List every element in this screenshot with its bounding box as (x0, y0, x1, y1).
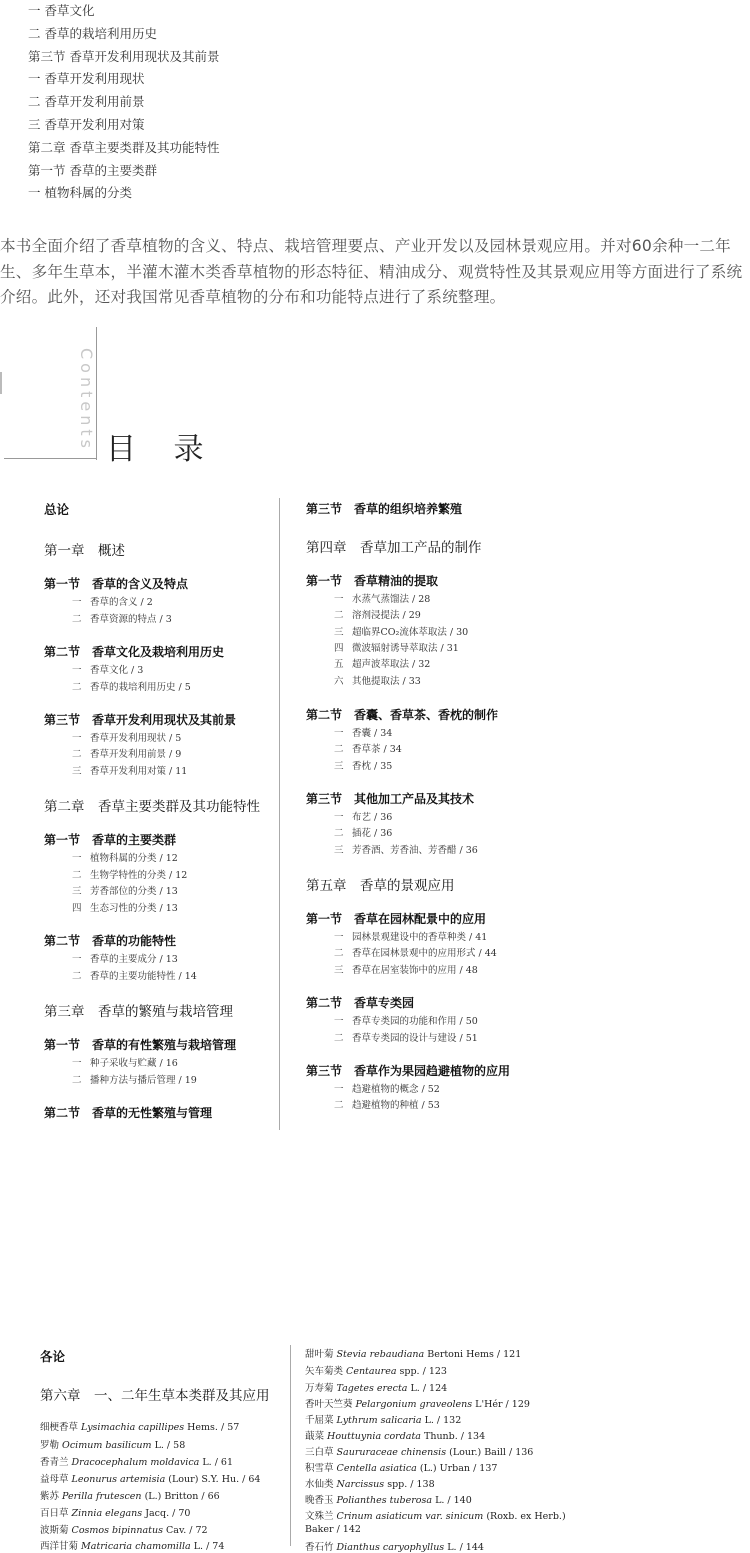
chapter-heading: 第五章 香草的景观应用 (306, 878, 455, 894)
section-heading: 第一节 香草的含义及特点 (44, 577, 189, 591)
species-entry: 波斯菊 Cosmos bipinnatus Cav. / 72 (40, 1525, 208, 1536)
toc-entry: 四 微波辐射诱导萃取法 / 31 (334, 643, 459, 654)
outline-item: 二 香草开发利用前景 (28, 94, 145, 110)
species-entry: 万寿菊 Tagetes erecta L. / 124 (305, 1383, 448, 1394)
species-entry: 积雪草 Centella asiatica (L.) Urban / 137 (305, 1463, 498, 1474)
outline-item: 第三节 香草开发利用现状及其前景 (28, 48, 220, 64)
toc-entry: 三 超临界CO₂流体萃取法 / 30 (334, 627, 469, 638)
section-heading: 第二节 香草的功能特性 (44, 934, 177, 948)
toc-entry: 一 园林景观建设中的香草种类 / 41 (334, 932, 488, 943)
section-heading: 第二节 香草专类园 (306, 996, 415, 1010)
toc-entry: 二 趋避植物的种植 / 53 (334, 1100, 440, 1111)
outline-item: 一 香草开发利用现状 (28, 71, 145, 87)
toc-entry: 二 香草茶 / 34 (334, 744, 402, 755)
species-entry: 香石竹 Dianthus caryophyllus L. / 144 (305, 1542, 484, 1553)
species-entry: 蕺菜 Houttuynia cordata Thunb. / 134 (305, 1431, 486, 1442)
species-entry: 西洋甘菊 Matricaria chamomilla L. / 74 (40, 1541, 225, 1552)
toc-entry: 一 布艺 / 36 (334, 812, 393, 823)
outline-item: 二 香草的栽培利用历史 (28, 25, 157, 41)
part-heading: 各论 (40, 1349, 66, 1364)
chapter-heading: 第三章 香草的繁殖与栽培管理 (44, 1004, 233, 1020)
toc-entry: 二 香草专类园的设计与建设 / 51 (334, 1033, 478, 1044)
toc-entry: 一 香囊 / 34 (334, 728, 393, 739)
toc-entry: 一 香草开发利用现状 / 5 (72, 733, 182, 744)
section-heading: 第三节 香草作为果园趋避植物的应用 (306, 1064, 511, 1078)
chapter-outline-list (28, 0, 219, 205)
species-entry: 罗勒 Ocimum basilicum L. / 58 (40, 1440, 186, 1451)
toc-entry: 三 香草在居室装饰中的应用 / 48 (334, 965, 478, 976)
contents-latin-label: Contents (77, 348, 96, 452)
species-entry: 香叶天竺葵 Pelargonium graveolens L'Hér / 129 (305, 1399, 530, 1410)
toc-entry: 一 香草专类园的功能和作用 / 50 (334, 1016, 478, 1027)
toc-entry: 一 水蒸气蒸馏法 / 28 (334, 594, 431, 605)
toc-entry: 一 香草的含义 / 2 (72, 597, 153, 608)
section-heading: 第三节 香草开发利用现状及其前景 (44, 713, 237, 727)
outline-item: 三 香草开发利用对策 (28, 116, 145, 132)
toc-entry: 二 香草资源的特点 / 3 (72, 614, 172, 625)
species-entry: 益母草 Leonurus artemisia (Lour) S.Y. Hu. / 64 (40, 1474, 261, 1485)
species-entry: 文殊兰 Crinum asiaticum var. sinicum (Roxb. ex Herb.) (305, 1511, 566, 1522)
section-heading: 第一节 香草的有性繁殖与栽培管理 (44, 1038, 237, 1052)
contents-title: 目 录 (106, 432, 218, 467)
chapter-heading: 第一章 概述 (44, 543, 125, 559)
toc-entry: 二 香草在园林景观中的应用形式 / 44 (334, 948, 497, 959)
toc-entry: 二 香草的栽培利用历史 / 5 (72, 682, 191, 693)
toc-entry: 三 香枕 / 35 (334, 761, 393, 772)
part-heading: 总论 (44, 502, 70, 517)
toc-entry: 一 种子采收与贮藏 / 16 (72, 1058, 178, 1069)
section-heading: 第一节 香草在园林配景中的应用 (306, 912, 487, 926)
species-entry: 水仙类 Narcissus spp. / 138 (305, 1479, 435, 1490)
toc-entry: 二 插花 / 36 (334, 828, 393, 839)
toc-entry: 二 香草的主要功能特性 / 14 (72, 971, 197, 982)
divider (4, 458, 96, 459)
toc-entry: 二 溶剂浸提法 / 29 (334, 610, 421, 621)
section-heading: 第二节 香草文化及栽培利用历史 (44, 645, 225, 659)
toc-entry: 二 香草开发利用前景 / 9 (72, 749, 182, 760)
outline-item: 第二章 香草主要类群及其功能特性 (28, 139, 220, 155)
toc-entry: 一 香草的主要成分 / 13 (72, 954, 178, 965)
book-description: 本书全面介绍了香草植物的含义、特点、栽培管理要点、产业开发以及园林景观应用。并对60余种一二年生、多年生草本，半灌木灌木类香草植物的形态特征、精油成分、观赏特性及其景观应用等方面进行了系统介绍。此外，还对我国常见香草植物的分布和功能特点进行了系统整理。 (0, 237, 743, 306)
chapter-heading: 第二章 香草主要类群及其功能特性 (44, 799, 260, 815)
species-entry: 甜叶菊 Stevia rebaudiana Bertoni Hems / 121 (305, 1349, 522, 1360)
species-entry-continuation: Baker / 142 (305, 1524, 361, 1535)
toc-entry: 四 生态习性的分类 / 13 (72, 903, 178, 914)
section-heading: 第一节 香草精油的提取 (306, 574, 439, 588)
species-entry: 晚香玉 Polianthes tuberosa L. / 140 (305, 1495, 472, 1506)
column-divider (279, 498, 280, 1130)
species-entry: 百日草 Zinnia elegans Jacq. / 70 (40, 1508, 191, 1519)
toc-entry: 二 生物学特性的分类 / 12 (72, 870, 188, 881)
toc-entry: 一 植物科属的分类 / 12 (72, 853, 178, 864)
column-divider (290, 1345, 291, 1546)
section-heading: 第二节 香草的无性繁殖与管理 (44, 1106, 213, 1120)
species-entry: 千屈菜 Lythrum salicaria L. / 132 (305, 1415, 462, 1426)
chapter-heading: 第六章 一、二年生草本类群及其应用 (40, 1388, 270, 1404)
species-entry: 三白草 Saururaceae chinensis (Lour.) Baill / 136 (305, 1447, 534, 1458)
toc-entry: 三 芳香酒、芳香油、芳香醋 / 36 (334, 845, 478, 856)
chapter-heading: 第四章 香草加工产品的制作 (306, 540, 482, 556)
toc-entry: 六 其他提取法 / 33 (334, 676, 421, 687)
species-entry: 紫苏 Perilla frutescen (L.) Britton / 66 (40, 1491, 220, 1502)
outline-item: 第一节 香草的主要类群 (28, 162, 157, 178)
divider (96, 327, 97, 460)
outline-item: 一 植物科属的分类 (28, 185, 132, 201)
toc-entry: 一 趋避植物的概念 / 52 (334, 1084, 440, 1095)
outline-item: 一 香草文化 (28, 3, 95, 18)
species-entry: 矢车菊类 Centaurea spp. / 123 (305, 1366, 447, 1377)
toc-entry: 一 香草文化 / 3 (72, 665, 144, 676)
species-entry: 香青兰 Dracocephalum moldavica L. / 61 (40, 1457, 234, 1468)
section-heading: 第三节 其他加工产品及其技术 (306, 792, 475, 806)
section-heading: 第三节 香草的组织培养繁殖 (306, 502, 463, 516)
toc-entry: 五 超声波萃取法 / 32 (334, 659, 431, 670)
section-heading: 第一节 香草的主要类群 (44, 833, 177, 847)
toc-entry: 三 芳香部位的分类 / 13 (72, 886, 178, 897)
species-entry: 细梗香草 Lysimachia capillipes Hems. / 57 (40, 1422, 240, 1433)
toc-entry: 二 播种方法与播后管理 / 19 (72, 1075, 197, 1086)
toc-entry: 三 香草开发利用对策 / 11 (72, 766, 188, 777)
divider (0, 372, 2, 394)
section-heading: 第二节 香囊、香草茶、香枕的制作 (306, 708, 499, 722)
